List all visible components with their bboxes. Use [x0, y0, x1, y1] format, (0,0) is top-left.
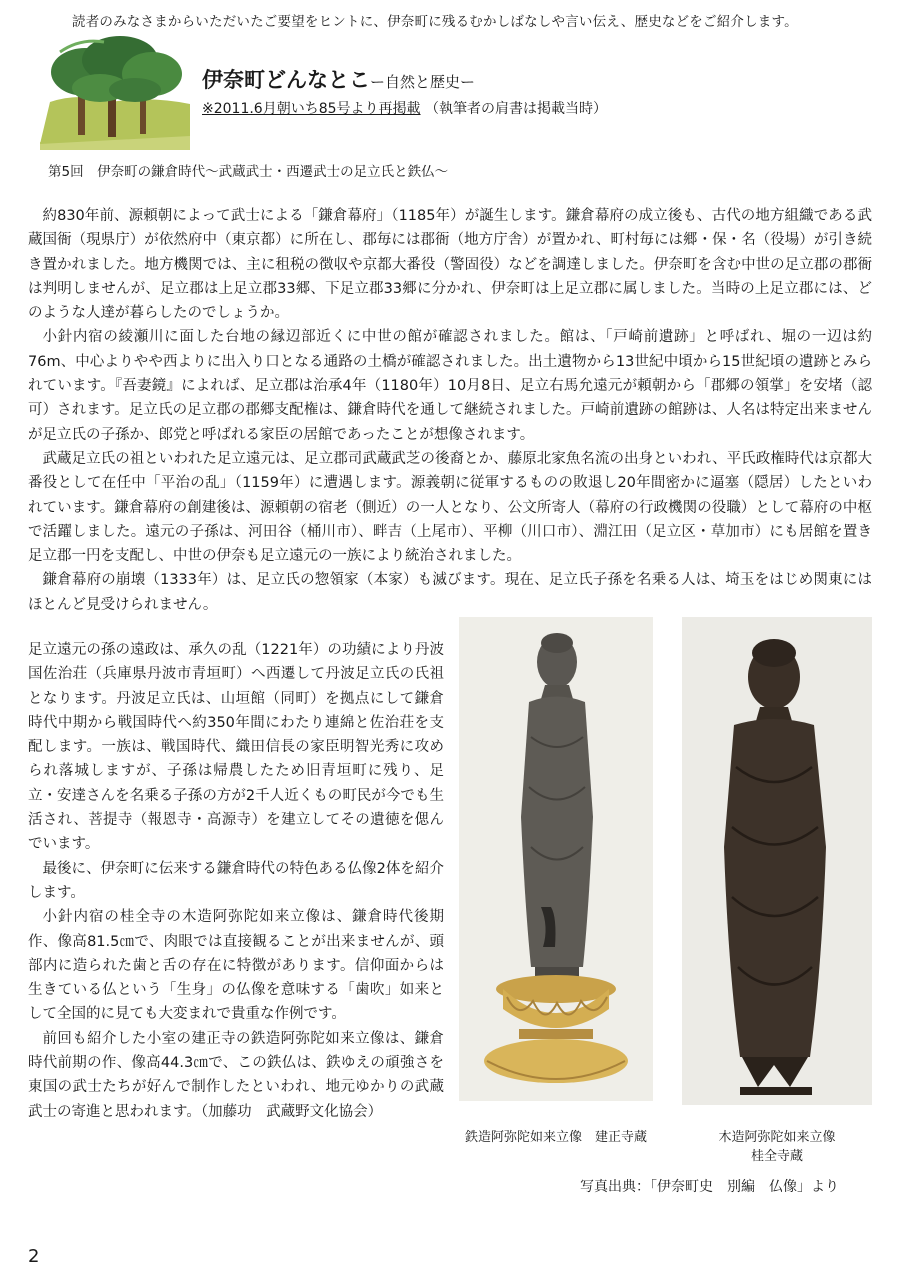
paragraph: 最後に、伊奈町に伝来する鎌倉時代の特色ある仏像2体を紹介します。	[28, 860, 444, 901]
wooden-buddha-photo	[682, 617, 872, 1105]
title-sub: ー自然と歴史ー	[370, 73, 476, 91]
title-block	[202, 64, 862, 118]
title-main: 伊奈町どんなとこ	[202, 68, 370, 92]
iron-buddha-photo	[459, 617, 653, 1101]
tree-illustration	[40, 32, 190, 150]
republish-note	[202, 98, 862, 118]
intro-text: 読者のみなさまからいただいたご要望をヒントに、伊奈町に残るむかしばなしや言い伝え、歴史などをご紹介します。	[72, 14, 798, 30]
paragraph: 足立遠元の孫の遠政は、承久の乱（1221年）の功績により丹波国佐治荘（兵庫県丹波市青垣町）へ西遷して丹波足立氏の氏祖となります。丹波足立氏は、山垣館（同町）を拠点にして鎌倉時代中期から戦国時代へ約350年間にわたり連綿と佐治荘を支配します。一族は、戦国時代、織田信長の家臣明智光秀に攻められ落城しますが、子孫は帰農したため旧青垣町に残り、足立・安達さんを名乗る子孫の方が2千人近くもの町民が今でも生活され、菩提寺（報恩寺・高源寺）を建立してその遺徳を偲んでいます。	[28, 642, 444, 853]
caption-iron-buddha: 鉄造阿弥陀如来立像 建正寺蔵	[464, 1130, 647, 1145]
page-title	[202, 64, 862, 94]
full-width-body	[28, 204, 872, 617]
photo-credit: 写真出典：「伊奈町史 別編 仏像」より	[580, 1179, 839, 1195]
caption-wooden-buddha	[672, 1128, 882, 1166]
paragraph: 小針内宿の綾瀬川に面した台地の縁辺部近くに中世の館が確認されました。館は、「戸崎前遺跡」と呼ばれ、堀の一辺は約76m、中心よりやや西よりに出入り口となる通路の土橋が確認されました。出土遺物から13世紀中頃から15世紀頃の遺跡とみられています。『吾妻鏡』によれば、足立郡は治承4年（1180年）10月8日、足立右馬允遠元が頼朝から「郡郷の領掌」を安堵（認可）されます。足立氏の足立郡の郡郷支配権は、鎌倉時代を通して継続されました。戸崎前遺跡の館跡は、人名は特定出来ませんが足立氏の子孫か、郎党と呼ばれる家臣の居館であったことが想像されます。	[28, 329, 872, 443]
paragraph: 小針内宿の桂全寺の木造阿弥陀如来立像は、鎌倉時代後期作、像高81.5㎝で、肉眼では直接観ることが出来ませんが、頭部内に造られた歯と舌の存在に特徴があります。信仰面からは生きている仏という「生身」の仏像を意味する「歯吹」如来として全国的に見ても大変まれで貴重な作例です。	[28, 909, 444, 1023]
republish-source: ※2011.6月朝いち85号より再掲載	[202, 101, 421, 117]
section-title: 第5回 伊奈町の鎌倉時代～武蔵武士・西遷武士の足立氏と鉄仏～	[48, 164, 449, 180]
caption-wooden-title: 木造阿弥陀如来立像	[718, 1130, 836, 1145]
republish-remark: （執筆者の肩書は掲載当時）	[424, 101, 607, 117]
paragraph: 約830年前、源頼朝によって武士による「鎌倉幕府」（1185年）が誕生します。鎌倉幕府の成立後も、古代の地方組織である武蔵国衙（現県庁）が依然府中（東京都）に所在し、郡毎には郡衙（地方庁舎）が置かれ、町村毎には郷・保・名（役場）が引き続き置かれました。地方機関では、主に租税の徴収や京都大番役（警固役）などを調達しました。伊奈町を含む中世の足立郡の郡衙は判明しませんが、足立郡は上足立郡33郷、下足立郡33郷に分かれ、伊奈町は上足立郡に属しました。当時の上足立郡には、どのような人達が暮らしたのでしょうか。	[28, 208, 872, 322]
paragraph: 前回も紹介した小室の建正寺の鉄造阿弥陀如来立像は、鎌倉時代前期の作、像高44.3㎝で、この鉄仏は、鉄ゆえの頑強さを東国の武士たちが好んで制作したといわれ、地元ゆかりの武蔵武士の寄進と思われます。（加藤功 武蔵野文化協会）	[28, 1030, 444, 1120]
paragraph: 鎌倉幕府の崩壊（1333年）は、足立氏の惣領家（本家）も滅びます。現在、足立氏子孫を名乗る人は、埼玉をはじめ関東にはほとんど見受けられません。	[28, 572, 872, 613]
page-number: 2	[28, 1246, 40, 1267]
left-column-body	[28, 638, 444, 1124]
caption-wooden-temple: 桂全寺蔵	[750, 1149, 803, 1164]
paragraph: 武蔵足立氏の祖といわれた足立遠元は、足立郡司武蔵武芝の後裔とか、藤原北家魚名流の出身といわれ、平氏政権時代は京都大番役として在任中「平治の乱」（1159年）に遭遇します。源義朝に従軍するものの敗退し20年間密かに逼塞（隠居）したといわれています。鎌倉幕府の創建後は、源頼朝の宿老（側近）の一人となり、公文所寄人（幕府の行政機関の役職）として幕府の中枢で活躍しました。遠元の子孫は、河田谷（桶川市）、畔吉（上尾市）、平柳（川口市）、淵江田（足立区・草加市）にも居館を置き足立郡一円を支配し、中世の伊奈も足立遠元の一族により統治されました。	[28, 450, 872, 565]
